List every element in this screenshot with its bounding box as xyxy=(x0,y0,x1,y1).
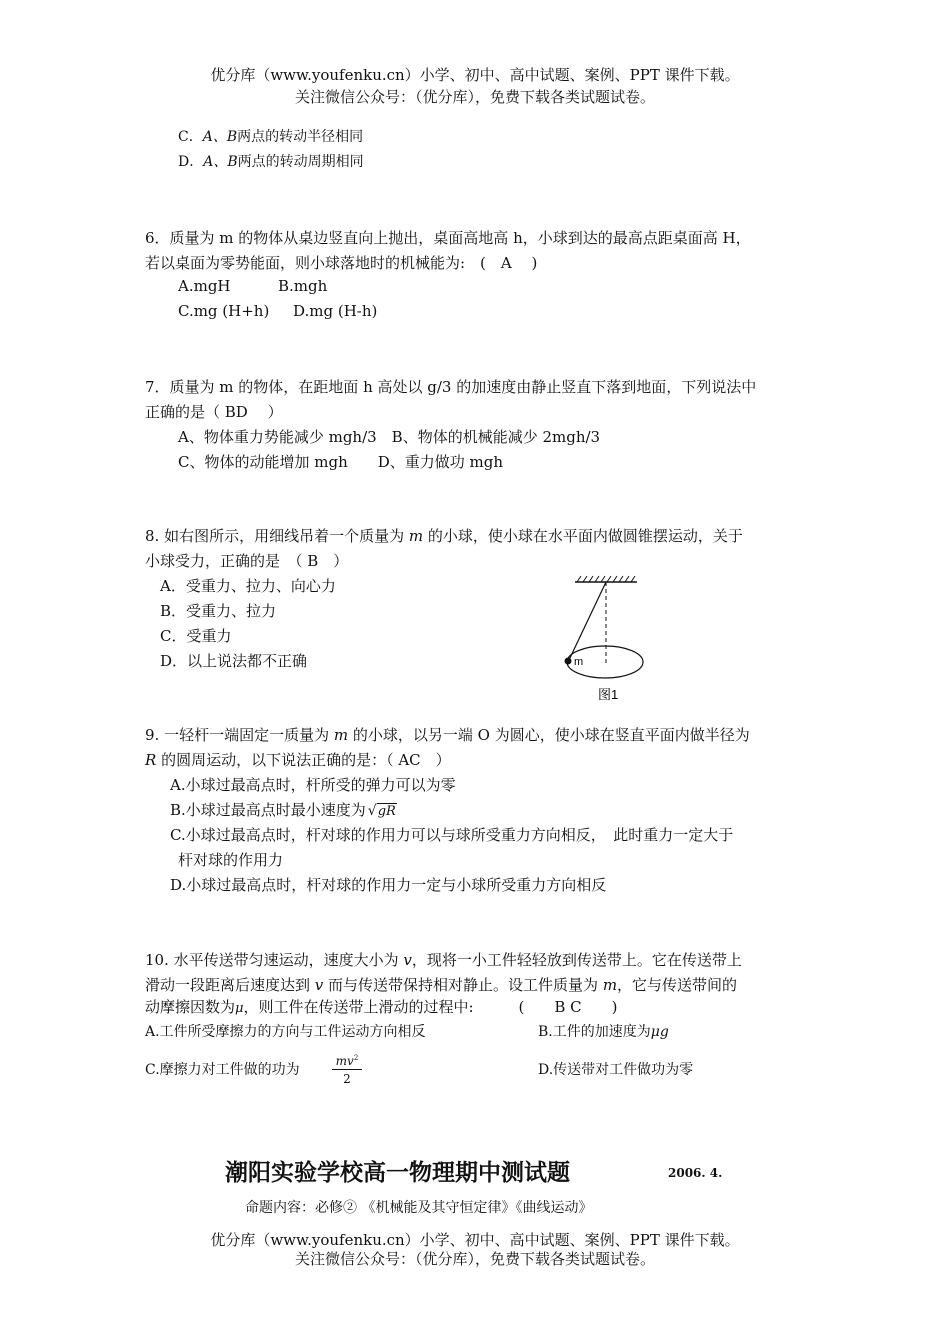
exam-title: 潮阳实验学校高一物理期中测试题 xyxy=(225,1160,570,1186)
q10-fraction-mv2-over-2: $mv^2$ 2 xyxy=(332,1050,362,1088)
q9-stem-line-2: R 的圆周运动，以下说法正确的是：（ AC ） xyxy=(145,751,451,769)
exam-date: 2006. 4. xyxy=(668,1166,723,1180)
sqrt-gR: √gR xyxy=(367,803,396,819)
conical-pendulum-figure xyxy=(555,570,665,710)
q10-stem-line-3: 动摩擦因数为μ，则工件在传送带上滑动的过程中: ( B C ) xyxy=(145,998,618,1016)
q9-option-b: B.小球过最高点时最小速度为 √gR xyxy=(170,801,396,819)
footer-line-1: 优分库（www.youfenku.cn）小学、初中、高中试题、案例、PPT 课件下载。 xyxy=(210,1231,740,1249)
q5-option-c: C．A、B两点的转动半径相同 xyxy=(178,129,364,145)
header-line-2: 关注微信公众号：（优分库），免费下载各类试题试卷。 xyxy=(294,88,655,106)
q9-option-c-line-1: C.小球过最高点时，杆对球的作用力可以与球所受重力方向相反， 此时重力一定大于 xyxy=(170,826,734,844)
q10-stem-line-1: 10. 水平传送带匀速运动，速度大小为 v，现将一小工件轻轻放到传送带上。它在传送带上 xyxy=(145,951,742,969)
q7-stem-line-1: 7．质量为 m 的物体，在距地面 h 高处以 g/3 的加速度由静止竖直下落到地面，下列说法中 xyxy=(145,378,757,396)
q7-options-ab: A、物体重力势能减少 mgh/3 B、物体的机械能减少 2mgh/3 xyxy=(178,428,601,446)
q10-option-c: C.摩擦力对工件做的功为 xyxy=(145,1062,300,1078)
q8-option-b: B．受重力、拉力 xyxy=(160,602,277,620)
q10-option-d: D.传送带对工件做功为零 xyxy=(538,1062,694,1078)
q9-option-a: A.小球过最高点时，杆所受的弹力可以为零 xyxy=(170,776,456,794)
q8-stem-line-2: 小球受力，正确的是 （ B ） xyxy=(145,552,349,570)
q8-option-c: C．受重力 xyxy=(160,627,232,645)
header-line-1: 优分库（www.youfenku.cn）小学、初中、高中试题、案例、PPT 课件下载。 xyxy=(210,66,740,84)
q10-option-a: A.工件所受摩擦力的方向与工件运动方向相反 xyxy=(145,1024,426,1040)
ball-mass xyxy=(565,658,572,665)
q6-stem-line-2: 若以桌面为零势能面，则小球落地时的机械能为: ( A ) xyxy=(145,254,538,272)
q8-stem-line-1: 8. 如右图所示，用细线吊着一个质量为 m 的小球，使小球在水平面内做圆锥摆运动，关于 xyxy=(145,527,743,545)
q5-option-d: D．A、B两点的转动周期相同 xyxy=(178,154,364,170)
q9-stem-line-1: 9. 一轻杆一端固定一质量为 m 的小球，以另一端 O 为圆心，使小球在竖直平面内做半径为 xyxy=(145,726,750,744)
mass-label: m xyxy=(574,656,584,668)
q9-option-d: D.小球过最高点时，杆对球的作用力一定与小球所受重力方向相反 xyxy=(170,876,607,894)
figure-caption: 图1 xyxy=(598,687,619,702)
q7-options-cd: C、物体的动能增加 mgh D、重力做功 mgh xyxy=(178,453,504,471)
q8-option-d: D．以上说法都不正确 xyxy=(160,652,308,670)
q9-option-c-line-2: 杆对球的作用力 xyxy=(178,851,284,869)
q6-stem-line-1: 6．质量为 m 的物体从桌边竖直向上抛出，桌面高地高 h，小球到达的最高点距桌面高 H， xyxy=(145,229,751,247)
q6-option-d: D.mg (H-h) xyxy=(293,302,378,320)
q6-option-b: B.mgh xyxy=(278,277,328,295)
q8-option-a: A．受重力、拉力、向心力 xyxy=(160,577,336,595)
ceiling-hatch xyxy=(575,576,637,582)
q6-option-a: A.mgH xyxy=(178,277,231,295)
q10-option-b: B.工件的加速度为μg xyxy=(538,1024,669,1040)
exam-subtitle: 命题内容：必修② 《机械能及其守恒定律》《曲线运动》 xyxy=(245,1200,593,1216)
footer-line-2: 关注微信公众号：（优分库），免费下载各类试题试卷。 xyxy=(294,1250,655,1268)
q10-stem-line-2: 滑动一段距离后速度达到 v 而与传送带保持相对静止。设工件质量为 m，它与传送带间的 xyxy=(145,976,738,994)
q7-stem-line-2: 正确的是（ BD ） xyxy=(145,403,283,421)
q6-option-c: C.mg (H+h) xyxy=(178,302,270,320)
